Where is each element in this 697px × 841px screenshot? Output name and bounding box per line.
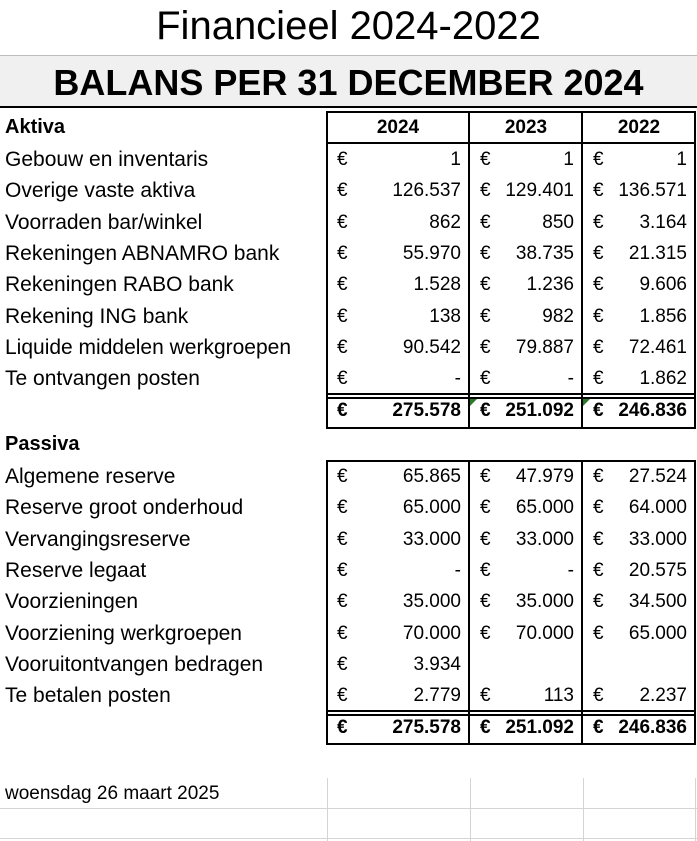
currency-symbol: €: [593, 466, 604, 487]
passiva-header-row: [0, 429, 697, 460]
row-label: Reserve legaat: [5, 558, 147, 582]
passiva-total-line: [326, 710, 696, 712]
passiva-section-label: Passiva: [5, 433, 80, 455]
amount: 70.000: [515, 622, 574, 644]
currency-symbol: €: [593, 242, 604, 264]
amount: -: [454, 368, 461, 390]
amount: 65.865: [402, 466, 461, 487]
currency-symbol: €: [480, 211, 491, 233]
currency-symbol: €: [337, 274, 348, 296]
currency-symbol: €: [480, 497, 491, 519]
amount: 850: [542, 211, 574, 233]
currency-symbol: €: [593, 336, 604, 358]
row-label: Te ontvangen posten: [5, 367, 200, 391]
amount: -: [567, 559, 574, 581]
column-divider: [468, 460, 470, 745]
balance-heading: BALANS PER 31 DECEMBER 2024: [0, 55, 697, 108]
amount: 20.575: [628, 559, 687, 581]
currency-symbol: €: [480, 685, 491, 707]
aktiva-total-line-double: [326, 397, 696, 399]
currency-symbol: €: [337, 559, 348, 581]
amount: 55.970: [402, 242, 461, 264]
currency-symbol: €: [337, 685, 348, 707]
aktiva-table-border: [326, 111, 696, 429]
currency-symbol: €: [337, 466, 348, 487]
column-divider: [581, 111, 583, 429]
currency-symbol: €: [593, 211, 604, 233]
row-label: Vooruitontvangen bedragen: [5, 652, 264, 676]
amount: 1.528: [413, 274, 461, 296]
currency-symbol: €: [480, 242, 491, 264]
currency-symbol: €: [593, 528, 604, 550]
amount: 27.524: [628, 466, 687, 487]
currency-symbol: €: [337, 305, 348, 327]
amount: 2.237: [639, 685, 687, 707]
amount: 65.000: [402, 497, 461, 519]
amount: 126.537: [392, 180, 461, 202]
amount: 129.401: [505, 180, 574, 202]
currency-symbol: €: [480, 149, 491, 170]
currency-symbol: €: [337, 149, 348, 170]
amount: 1: [563, 149, 574, 170]
currency-symbol: €: [593, 497, 604, 519]
currency-symbol: €: [593, 591, 604, 613]
column-divider: [581, 460, 583, 745]
currency-symbol: €: [593, 305, 604, 327]
row-label: Voorziening werkgroepen: [5, 621, 242, 645]
row-label: Te betalen posten: [5, 684, 171, 708]
currency-symbol: €: [593, 368, 604, 390]
amount: 136.571: [618, 180, 687, 202]
amount: 1.236: [526, 274, 574, 296]
currency-symbol: €: [480, 180, 491, 202]
amount: 2.779: [413, 685, 461, 707]
amount: 65.000: [628, 622, 687, 644]
amount: 9.606: [639, 274, 687, 296]
currency-symbol: €: [337, 336, 348, 358]
amount: 3.164: [639, 211, 687, 233]
aktiva-total-2022: € 246.836: [593, 400, 687, 421]
row-label: Rekeningen RABO bank: [5, 273, 234, 297]
amount: 3.934: [413, 653, 461, 675]
row-label: Reserve groot onderhoud: [5, 496, 244, 520]
currency-symbol: €: [480, 591, 491, 613]
amount: 65.000: [515, 497, 574, 519]
year-header-2023: 2023: [504, 117, 548, 138]
amount: 35.000: [515, 591, 574, 613]
currency-symbol: €: [337, 528, 348, 550]
currency-symbol: €: [337, 653, 348, 675]
amount: 47.979: [515, 466, 574, 487]
currency-symbol: €: [480, 622, 491, 644]
row-label: Overige vaste aktiva: [5, 179, 196, 203]
amount: 1.856: [639, 305, 687, 327]
footer-date: woensdag 26 maart 2025: [5, 783, 220, 804]
amount: 21.315: [628, 242, 687, 264]
amount: 72.461: [628, 336, 687, 358]
currency-symbol: €: [593, 559, 604, 581]
row-label: Rekening ING bank: [5, 304, 189, 328]
amount: 33.000: [628, 528, 687, 550]
cell-marker: [583, 399, 590, 406]
page-title: Financieel 2024-2022: [156, 4, 541, 48]
passiva-total-2024: € 275.578: [337, 717, 461, 738]
amount: 38.735: [515, 242, 574, 264]
amount: 79.887: [515, 336, 574, 358]
aktiva-total-2024: € 275.578: [337, 400, 461, 421]
currency-symbol: €: [480, 466, 491, 487]
row-label: Voorzieningen: [5, 590, 139, 614]
year-header-2024: 2024: [376, 117, 420, 138]
currency-symbol: €: [480, 559, 491, 581]
amount: 1: [450, 149, 461, 170]
footer-gridline: [470, 778, 471, 841]
passiva-total-2023: € 251.092: [480, 717, 574, 738]
amount: 1: [676, 149, 687, 170]
currency-symbol: €: [337, 622, 348, 644]
passiva-total-line-double: [326, 714, 696, 716]
footer-gridline: [327, 778, 328, 841]
header-underline: [326, 142, 696, 144]
passiva-table-border: [326, 460, 696, 745]
year-header-2022: 2022: [617, 117, 661, 138]
currency-symbol: €: [480, 336, 491, 358]
amount: 64.000: [628, 497, 687, 519]
currency-symbol: €: [337, 497, 348, 519]
currency-symbol: €: [593, 622, 604, 644]
currency-symbol: €: [337, 368, 348, 390]
currency-symbol: €: [337, 180, 348, 202]
amount: 33.000: [402, 528, 461, 550]
row-label: Algemene reserve: [5, 465, 176, 488]
row-label: Liquide middelen werkgroepen: [5, 335, 292, 359]
row-label: Gebouw en inventaris: [5, 148, 209, 171]
amount: 113: [543, 685, 574, 707]
currency-symbol: €: [593, 180, 604, 202]
amount: 138: [429, 305, 461, 327]
currency-symbol: €: [593, 685, 604, 707]
amount: 70.000: [402, 622, 461, 644]
row-label: Rekeningen ABNAMRO bank: [5, 241, 280, 265]
footer-gridline: [0, 838, 697, 839]
currency-symbol: €: [480, 305, 491, 327]
footer-gridline: [583, 778, 584, 841]
amount: 982: [542, 305, 574, 327]
amount: 34.500: [628, 591, 687, 613]
amount: -: [567, 368, 574, 390]
amount: 862: [429, 211, 461, 233]
aktiva-section-label: Aktiva: [5, 116, 66, 138]
amount: 90.542: [402, 336, 461, 358]
row-label: Voorraden bar/winkel: [5, 210, 203, 234]
currency-symbol: €: [337, 211, 348, 233]
currency-symbol: €: [480, 528, 491, 550]
currency-symbol: €: [480, 274, 491, 296]
footer-gridline: [695, 778, 696, 841]
passiva-total-2022: € 246.836: [593, 717, 687, 738]
currency-symbol: €: [337, 242, 348, 264]
currency-symbol: €: [593, 149, 604, 170]
column-divider: [468, 111, 470, 429]
amount: 1.862: [639, 368, 687, 390]
currency-symbol: €: [337, 591, 348, 613]
amount: 35.000: [402, 591, 461, 613]
cell-marker: [470, 399, 477, 406]
row-label: Vervangingsreserve: [5, 527, 191, 551]
amount: 33.000: [515, 528, 574, 550]
aktiva-total-2023: € 251.092: [480, 400, 574, 421]
aktiva-total-line: [326, 393, 696, 395]
currency-symbol: €: [593, 274, 604, 296]
currency-symbol: €: [480, 368, 491, 390]
amount: -: [454, 559, 461, 581]
